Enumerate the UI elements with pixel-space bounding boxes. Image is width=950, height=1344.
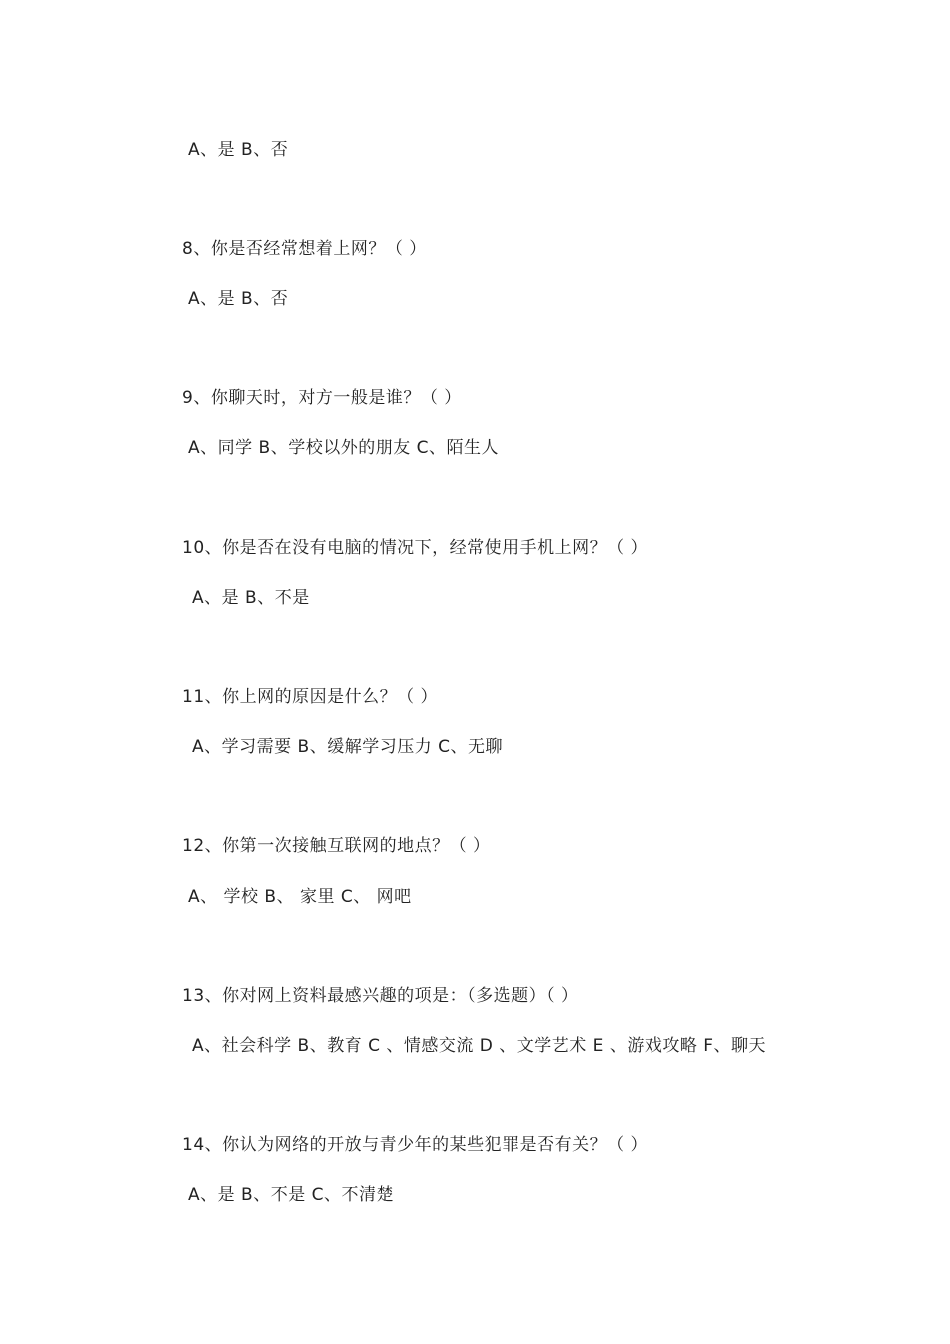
q11-options: A、学习需要 B、缓解学习压力 C、无聊 — [192, 737, 503, 757]
q8-options: A、是 B、否 — [188, 289, 289, 309]
q14-options: A、是 B、不是 C、不清楚 — [188, 1185, 394, 1205]
q7-options: A、是 B、否 — [188, 140, 289, 160]
q14-question: 14、你认为网络的开放与青少年的某些犯罪是否有关？（ ） — [182, 1135, 649, 1155]
q10-question: 10、你是否在没有电脑的情况下，经常使用手机上网？（ ） — [182, 538, 649, 558]
q9-options: A、同学 B、学校以外的朋友 C、陌生人 — [188, 438, 499, 458]
q10-options: A、是 B、不是 — [192, 588, 310, 608]
q11-question: 11、你上网的原因是什么？（ ） — [182, 687, 439, 707]
q8-question: 8、你是否经常想着上网？（ ） — [182, 239, 427, 259]
q9-question: 9、你聊天时，对方一般是谁？（ ） — [182, 388, 462, 408]
q12-question: 12、你第一次接触互联网的地点？（ ） — [182, 836, 491, 856]
q13-options: A、社会科学 B、教育 C 、情感交流 D 、文学艺术 E 、游戏攻略 F、聊天 — [192, 1036, 767, 1056]
q13-question: 13、你对网上资料最感兴趣的项是：（多选题）（ ） — [182, 986, 579, 1006]
q12-options: A、 学校 B、 家里 C、 网吧 — [188, 887, 412, 907]
